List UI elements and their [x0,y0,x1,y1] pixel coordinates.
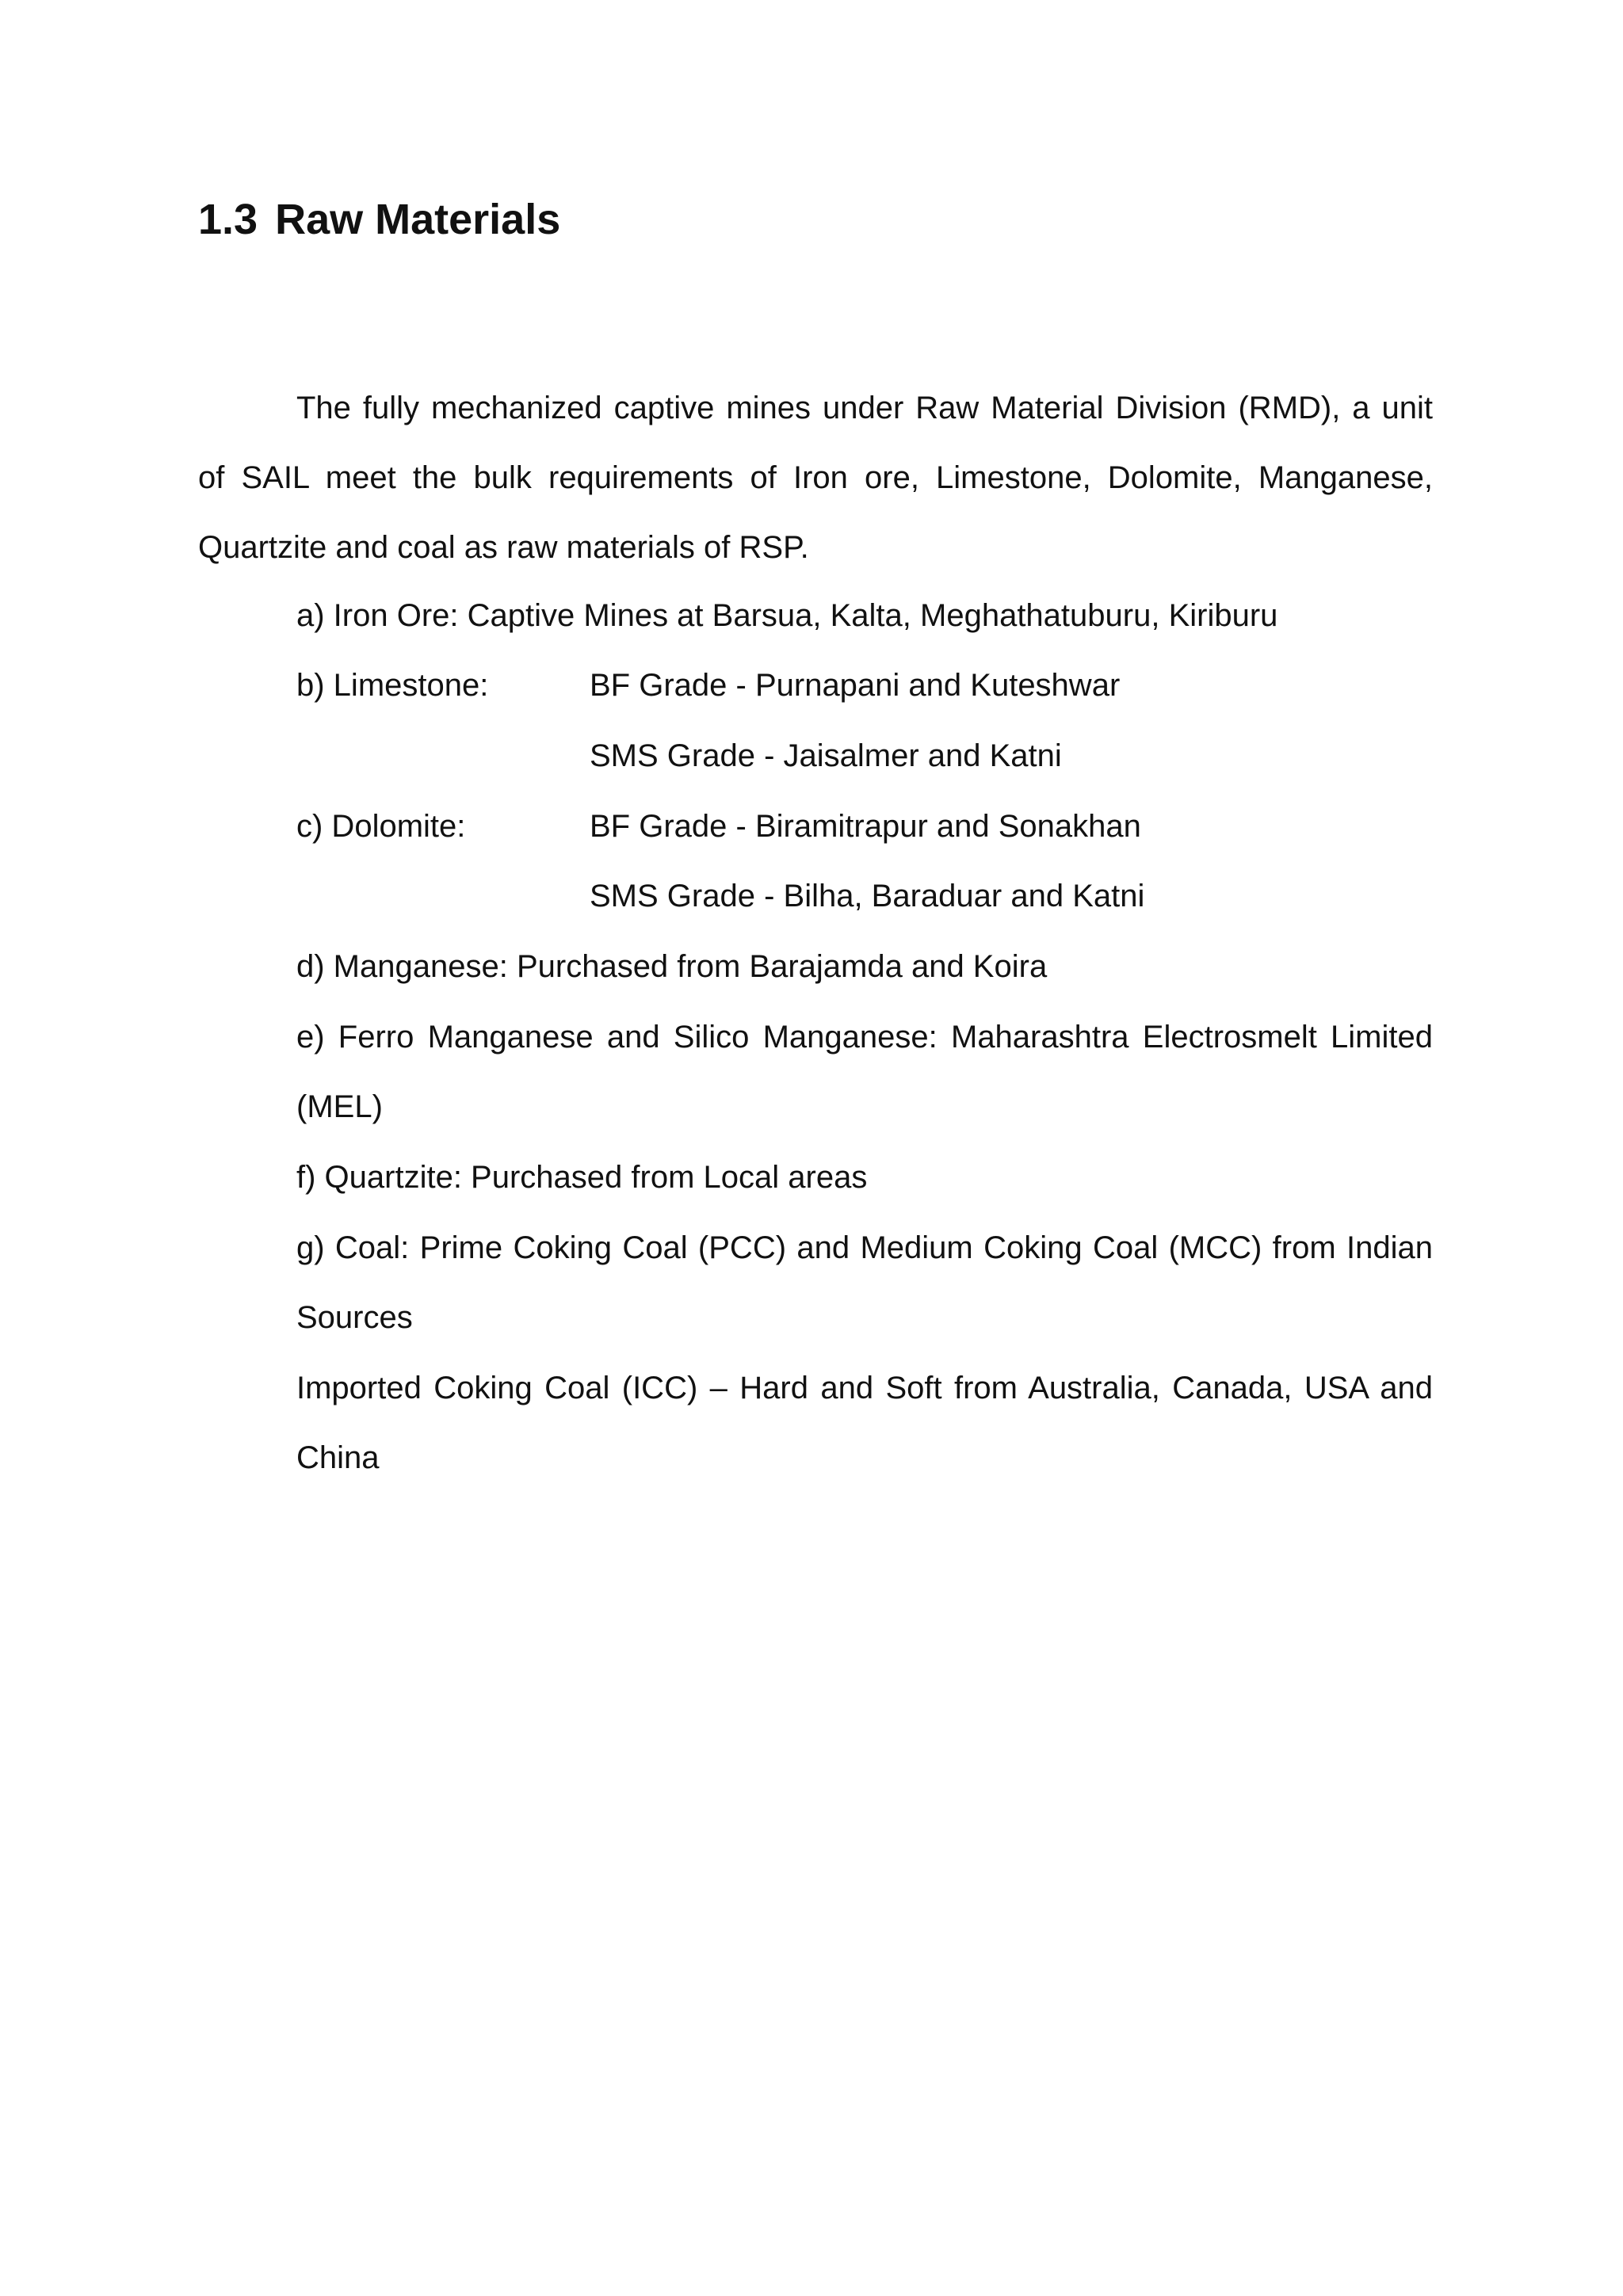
item-dolomite-label: c) Dolomite: [296,809,466,844]
item-coal: g) Coal: Prime Coking Coal (PCC) and Medium Coking Coal (MCC) from Indian Sources [296,1230,1433,1335]
item-ferro-manganese: e) Ferro Manganese and Silico Manganese: Maharashtra Electrosmelt Limited (MEL) [296,1020,1433,1124]
section-heading [198,198,560,241]
section-number: 1.3 [198,196,258,243]
intro-paragraph: The fully mechanized captive mines under Raw Material Division (RMD), a unit of SAIL meet the bulk requirements of Iron ore, Limestone, Dolomite, Manganese, Quartzite and coal as raw materials of RSP. [198,391,1433,565]
item-limestone-sms: SMS Grade - Jaisalmer and Katni [590,738,1062,773]
item-iron-ore: a) Iron Ore: Captive Mines at Barsua, Kalta, Meghathatuburu, Kiriburu [296,598,1278,633]
item-imported-coal: Imported Coking Coal (ICC) – Hard and Soft from Australia, Canada, USA and China [296,1371,1433,1475]
item-dolomite-bf: BF Grade - Biramitrapur and Sonakhan [590,809,1141,844]
item-quartzite: f) Quartzite: Purchased from Local areas [296,1160,868,1195]
item-manganese: d) Manganese: Purchased from Barajamda and Koira [296,949,1048,984]
item-limestone-label: b) Limestone: [296,668,489,703]
item-dolomite-sms: SMS Grade - Bilha, Baraduar and Katni [590,879,1145,913]
section-title: Raw Materials [275,196,561,243]
item-limestone-bf: BF Grade - Purnapani and Kuteshwar [590,668,1121,703]
